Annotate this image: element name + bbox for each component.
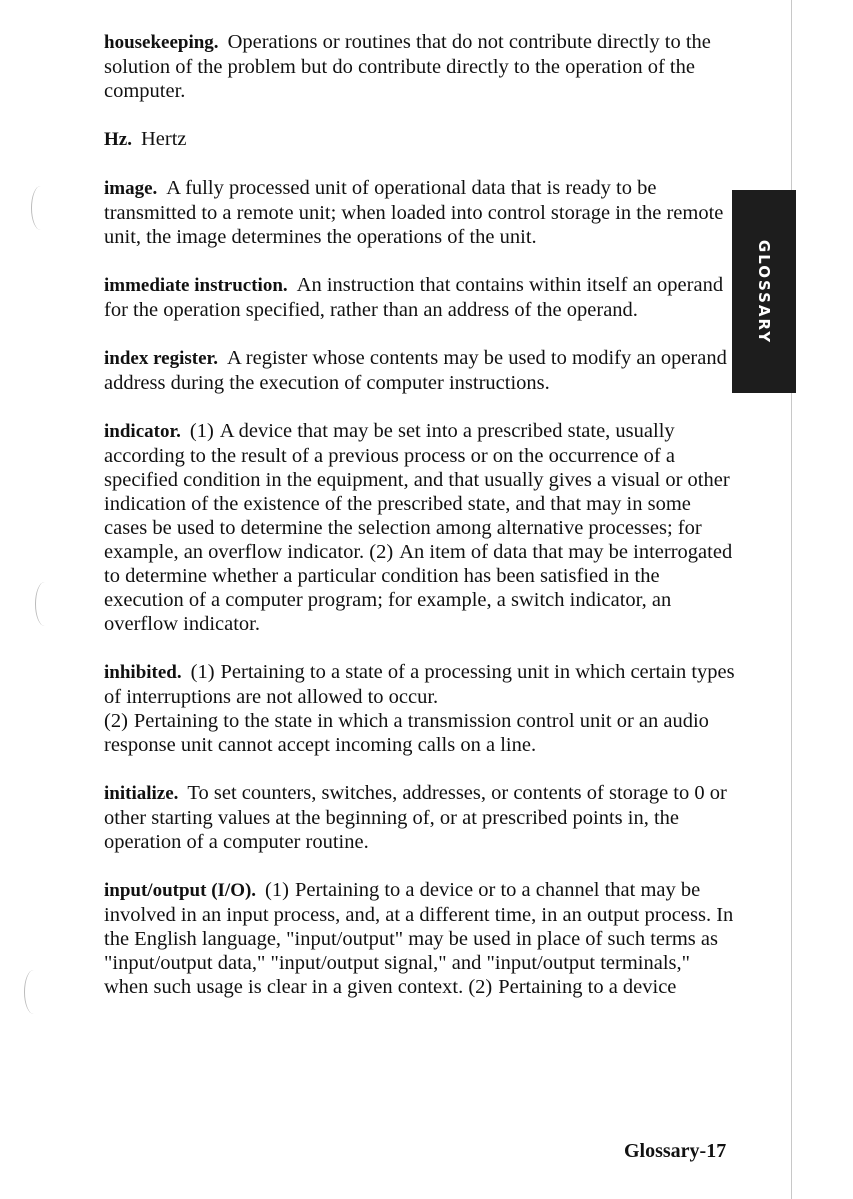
definition-number: (1) (189, 420, 214, 442)
entry-input-output (104, 878, 736, 999)
entry-term: immediate instruction. (104, 275, 288, 296)
entry-term: initialize. (104, 783, 179, 804)
entry-term: image. (104, 178, 158, 199)
entry-term: housekeeping. (104, 32, 219, 53)
binder-line (791, 0, 792, 1199)
entry-index-register (104, 346, 736, 395)
glossary-entries (104, 30, 736, 1023)
entry-definition: A fully processed unit of operational data that is ready to be transmitted to a remote unit; when loaded into control storage in the remote unit, the image determines the operations of the unit. (104, 177, 724, 248)
punch-hole-mark-middle (35, 582, 54, 626)
definition-number: (2) (104, 710, 128, 732)
punch-hole-mark-bottom (24, 970, 43, 1014)
entry-initialize (104, 781, 736, 854)
entry-definition: A register whose contents may be used to modify an operand address during the execution of computer instructions. (104, 347, 727, 394)
definition-number: (1) (265, 879, 289, 901)
entry-inhibited (104, 660, 736, 757)
definition-number: (2) (369, 541, 394, 563)
entry-term: indicator. (104, 421, 181, 442)
glossary-tab (732, 190, 796, 393)
entry-definition: To set counters, switches, addresses, or contents of storage to 0 or other starting values at the beginning of, or at prescribed points in, the operation of a computer routine. (104, 782, 727, 853)
entry-immediate-instruction (104, 273, 736, 322)
entry-term: input/output (I/O). (104, 880, 257, 901)
entry-definition: Operations or routines that do not contribute directly to the solution of the problem but do contribute directly to the operation of the computer. (104, 31, 711, 102)
entry-definition: An instruction that contains within itself an operand for the operation specified, rather than an address of the operand. (104, 274, 724, 321)
entry-indicator (104, 419, 736, 636)
entry-definition: Hertz (140, 128, 187, 150)
entry-term: index register. (104, 348, 218, 369)
definition-number: (1) (190, 661, 215, 683)
glossary-tab-label: GLOSSARY (755, 239, 774, 344)
entry-definition: A device that may be set into a prescribed state, usually according to the result of a previous process or on the occurrence of a specified condition in the equipment, and that usually gives a visual or other indication of the existence of the prescribed state, and that may in some cases be used to determine the selection among alternative processes; for example, an overflow indicator. (104, 420, 730, 563)
definition-number: (2) (468, 976, 493, 998)
page-number: Glossary-17 (624, 1140, 727, 1162)
entry-definition: An item of data that may be interrogated to determine whether a particular condition has been satisfied in the execution of a computer program; for example, a switch indicator, an overflow indicator. (104, 541, 733, 635)
entry-definition: Pertaining to a state of a processing unit in which certain types of interruptions are not allowed to occur. (104, 661, 735, 708)
entry-housekeeping (104, 30, 736, 103)
entry-definition: Pertaining to the state in which a transmission control unit or an audio response unit cannot accept incoming calls on a line. (104, 710, 709, 756)
entry-definition: Pertaining to a device or to a channel that may be involved in an input process, and, at a different time, in an output process. In the English language, "input/output" may be used in place of such terms as "input/output data," "input/output signal," and "input/output terminals," when such usage is clear in a given context. (104, 879, 734, 998)
entry-hz (104, 127, 736, 152)
entry-term: Hz. (104, 129, 132, 150)
entry-term: inhibited. (104, 662, 182, 683)
punch-hole-mark-top (31, 186, 50, 230)
entry-image (104, 176, 736, 249)
entry-definition: Pertaining to a device (498, 976, 677, 998)
